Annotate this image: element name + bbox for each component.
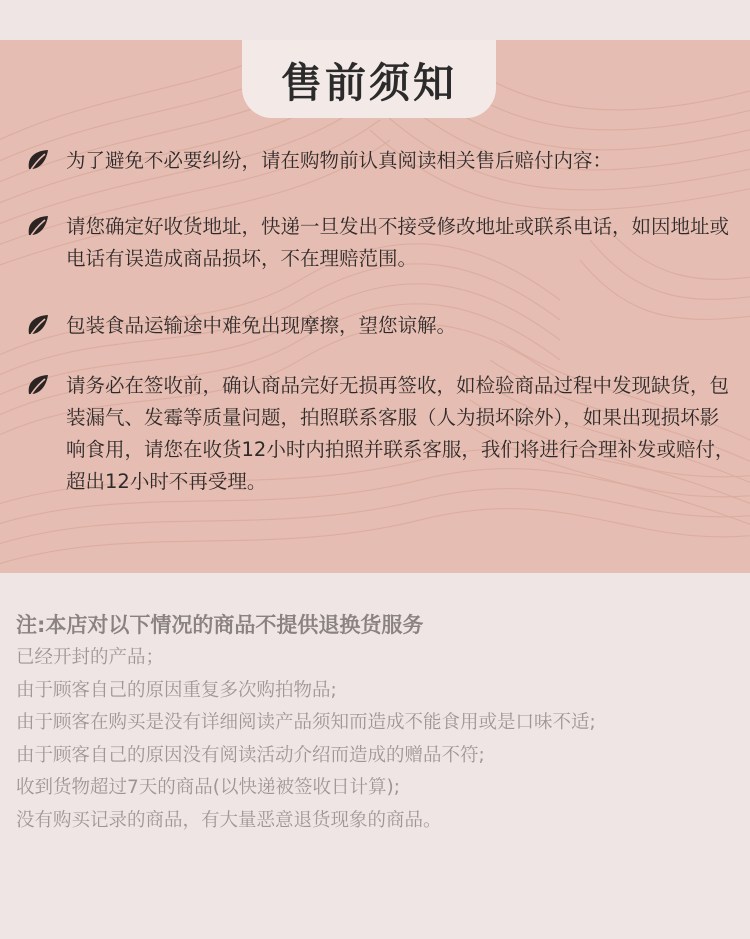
- return-policy-item: 没有购买记录的商品，有大量恶意退货现象的商品。: [16, 809, 442, 831]
- leaf-icon: [26, 314, 50, 340]
- notice-text: 请您确定好收货地址，快递一旦发出不接受修改地址或联系电话，如因地址或电话有误造成商品损坏，不在理赔范围。: [66, 215, 730, 270]
- return-policy-item: 由于顾客自己的原因没有阅读活动介绍而造成的赠品不符;: [16, 744, 485, 766]
- notice-list: [0, 40, 750, 573]
- return-policy-section: [16, 608, 736, 837]
- page-title: 售前须知: [281, 58, 457, 107]
- notice-item: [26, 145, 738, 177]
- leaf-icon: [26, 215, 50, 241]
- return-policy-item: 由于顾客自己的原因重复多次购拍物品;: [16, 679, 337, 701]
- notice-item: [26, 310, 738, 342]
- notice-item: [26, 211, 738, 275]
- notice-item: [26, 370, 738, 498]
- return-policy-heading: 注:本店对以下情况的商品不提供退换货服务: [16, 613, 424, 637]
- notice-text: 包装食品运输途中难免出现摩擦，望您谅解。: [66, 314, 457, 337]
- leaf-icon: [26, 149, 50, 175]
- notice-text: 为了避免不必要纠纷，请在购物前认真阅读相关售后赔付内容：: [66, 149, 613, 172]
- leaf-icon: [26, 374, 50, 400]
- return-policy-item: 收到货物超过7天的商品(以快递被签收日计算);: [16, 777, 400, 798]
- return-policy-item: 已经开封的产品；: [16, 647, 165, 668]
- notice-text: 请务必在签收前，确认商品完好无损再签收，如检验商品过程中发现缺货，包装漏气、发霉等质量问题，拍照联系客服（人为损坏除外），如果出现损坏影响食用，请您在收货12小时内拍照并联系客服，我们将进行合理补发或赔付，超出12小时不再受理。: [66, 374, 735, 493]
- return-policy-item: 由于顾客在购买是没有详细阅读产品须知而造成不能食用或是口味不适;: [16, 712, 596, 733]
